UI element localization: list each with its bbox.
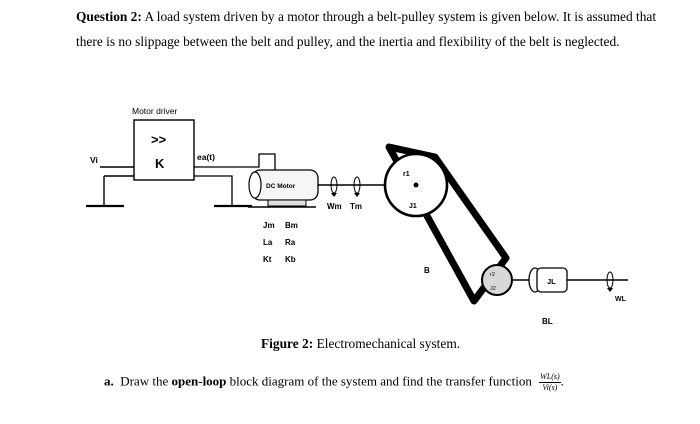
motor-return-wire — [194, 176, 232, 205]
r1-label: r1 — [403, 171, 410, 178]
j1-label: J1 — [409, 203, 417, 210]
motor-driver-box — [134, 120, 194, 180]
wm-label: Wm — [327, 202, 342, 211]
figure-caption — [261, 336, 460, 352]
bl-label: BL — [542, 317, 553, 326]
pulley-1-hub — [414, 183, 419, 188]
tf-denominator: Vi(s) — [542, 383, 558, 392]
param-la: La — [263, 238, 273, 247]
motor-end-cap — [249, 172, 261, 198]
b-label: B — [424, 266, 430, 275]
part-a-text-before: Draw the — [120, 373, 169, 389]
tm-arrow-icon — [354, 177, 360, 197]
jl-label: JL — [547, 277, 556, 286]
dc-motor-label: DC Motor — [266, 183, 296, 190]
gain-k-label: K — [155, 156, 165, 171]
part-a-question: a. Draw the open-loop block diagram of the system and find the transfer function $\frac{WL(s)}{Vi(s)}$ . — [104, 372, 564, 392]
param-jm: Jm — [263, 221, 275, 230]
wm-arrow-icon — [331, 177, 337, 197]
part-a-bold: open-loop — [171, 373, 227, 389]
param-bm: Bm — [285, 221, 298, 230]
motor-driver-label: Motor driver — [132, 106, 178, 116]
tm-label: Tm — [350, 202, 362, 211]
caption-text: Electromechanical system. — [316, 336, 461, 351]
amplifier-symbol: >> — [151, 132, 167, 147]
part-a-text-after: block diagram of the system and find the transfer function — [229, 373, 532, 389]
tf-numerator: WL(s) — [540, 372, 560, 381]
param-kt: Kt — [263, 255, 272, 264]
part-a-label: a. — [104, 373, 114, 389]
voltage-ea-label: ea(t) — [197, 152, 215, 162]
caption-label: Figure 2: — [261, 336, 314, 351]
wl-label: WL — [615, 296, 626, 303]
r2-label: r2 — [490, 272, 495, 278]
pulley-2 — [482, 265, 512, 295]
question-label: Question 2: — [76, 9, 142, 24]
j2-label: J2 — [490, 286, 496, 292]
wl-arrow-icon — [607, 272, 613, 292]
param-kb: Kb — [285, 255, 296, 264]
motor-mount — [268, 200, 306, 206]
input-vi-label: Vi — [90, 155, 98, 165]
transfer-function-fraction — [539, 372, 561, 393]
question-text: A load system driven by a motor through a belt-pulley system is given below. It is assumed that there is no slippage between the belt and pulley, and the inertia and flexibility of the belt is neglected. — [76, 9, 657, 49]
param-ra: Ra — [285, 238, 296, 247]
